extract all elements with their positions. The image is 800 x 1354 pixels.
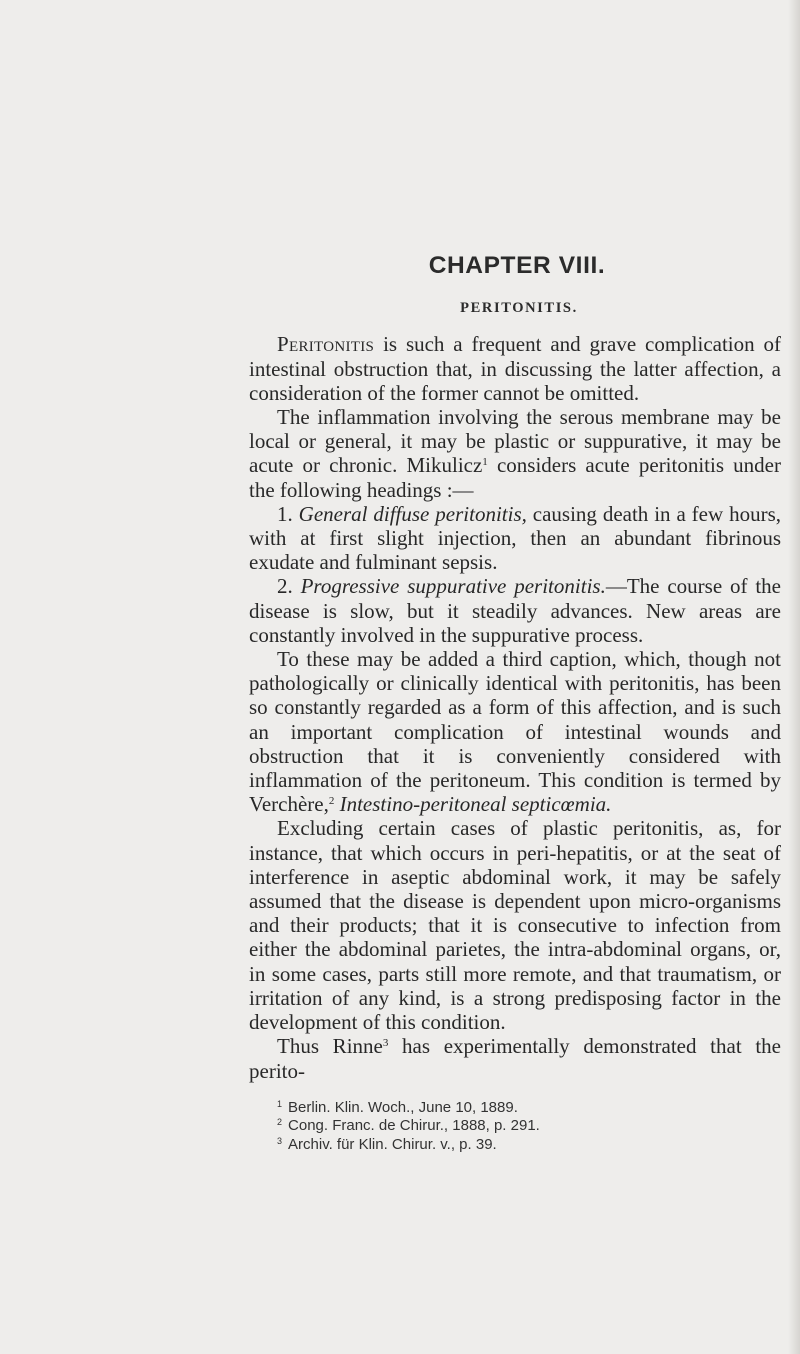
paragraph-classification-text-a: The inflammation involving the serous membrane may be local or general, it may be plastic or suppurative, it may be acute or chronic. Mikulicz: [249, 405, 781, 478]
chapter-title: CHAPTER VIII.: [428, 252, 606, 279]
footnote-text: Archiv. für Klin. Chirur. v., p. 39.: [288, 1135, 497, 1153]
lead-word: Peritonitis: [277, 332, 375, 357]
item-number-2: 2.: [277, 574, 301, 599]
page-content: [249, 254, 781, 1154]
footnote-ref-1: 1: [482, 456, 488, 469]
page-edge-shadow: [788, 0, 800, 1354]
paragraph-excluding: Excluding certain cases of plastic peritonitis, as, for instance, that which occurs in peri-hepatitis, or at the seat of interference in aseptic abdominal work, it may be safely assumed that the disease is dependent upon micro-organisms and their products; that it is consecutive to infection from either the abdominal parietes, the intra-abdominal organs, or, in some cases, parts still more remote, and that traumatism, or irritation of any kind, is a strong predisposing factor in the development of this condition.: [249, 816, 781, 1035]
paragraph-rinne-text-b: has experimentally demonstrated that the perito-: [249, 1034, 782, 1083]
item-heading-1: General diffuse peritonitis,: [298, 501, 527, 526]
item-number-1: 1.: [277, 501, 299, 526]
paragraph-intro: [249, 332, 781, 405]
footnote-ref-2: 2: [328, 795, 335, 808]
paragraph-intro-text: is such a frequent and grave complication of intestinal obstruction that, in discussing the latter affection, a consideration of the former cannot be omitted.: [249, 332, 781, 405]
footnote-text: Cong. Franc. de Chirur., 1888, p. 291.: [288, 1117, 540, 1135]
item-text-1: causing death in a few hours, with at first slight injection, then an abundant fibrinous exudate and fulminant sepsis.: [249, 501, 781, 575]
footnote-number: 1: [277, 1098, 283, 1109]
paragraph-classification: [249, 405, 781, 502]
section-title: PERITONITIS.: [460, 300, 578, 317]
paragraph-item-1: [249, 502, 781, 575]
footnotes: [249, 1099, 781, 1155]
footnote-ref-3: 3: [382, 1037, 389, 1050]
paragraph-rinne: [249, 1034, 781, 1082]
paragraph-classification-text-b: considers acute peritonitis under the following headings :—: [249, 453, 781, 502]
item-text-2: —The course of the disease is slow, but it steadily advances. New areas are constantly involved in the suppurative process.: [249, 574, 782, 647]
footnote-number: 3: [277, 1135, 283, 1146]
paragraph-item-2: [249, 574, 781, 647]
footnote-3: [277, 1136, 781, 1155]
paragraph-third-caption-text: To these may be added a third caption, which, though not pathologically or clinically identical with peritonitis, has been so constantly regarded as a form of this affection, and is such an important complication of intestinal wounds and obstruction that it is conveniently considered with inflammation of the peritoneum. This condition is termed by Verchère,: [249, 647, 781, 817]
paragraph-rinne-text-a: Thus Rinne: [277, 1034, 383, 1059]
item-heading-2: Progressive suppurative peritonitis.: [300, 574, 606, 599]
footnote-1: [277, 1099, 781, 1118]
footnote-text: Berlin. Klin. Woch., June 10, 1889.: [288, 1098, 518, 1116]
footnote-number: 2: [277, 1117, 283, 1128]
footnote-2: [277, 1117, 781, 1136]
paragraph-third-caption: [249, 647, 781, 816]
septicaemia-term: Intestino-peritoneal septicœmia.: [334, 792, 612, 817]
